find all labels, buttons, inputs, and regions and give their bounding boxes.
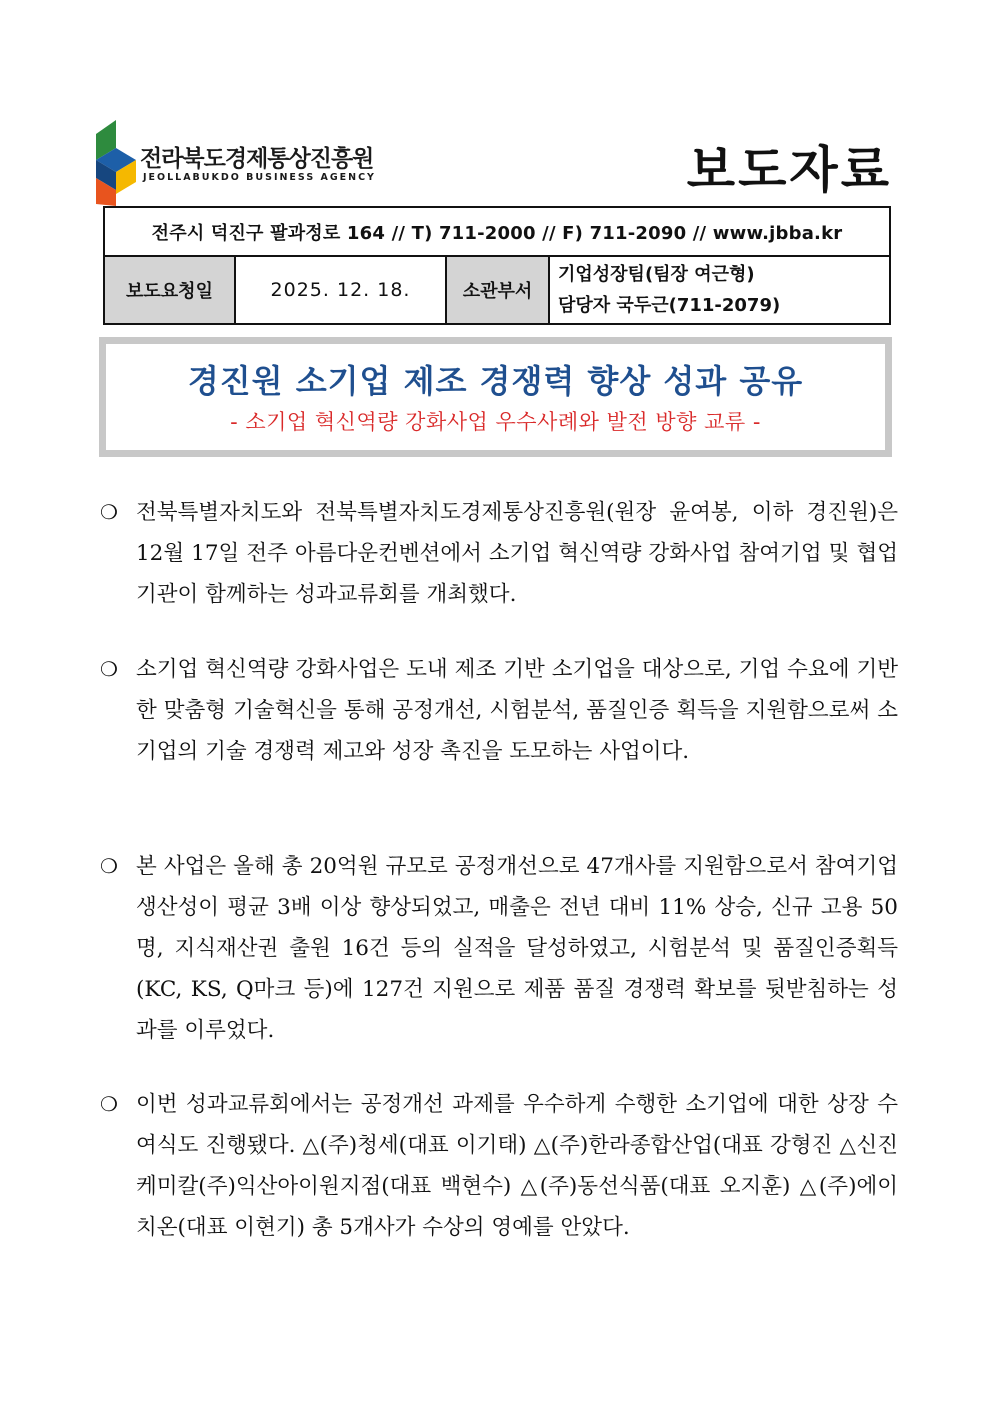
request-date-label: 보도요청일: [104, 256, 235, 324]
org-logo: [94, 120, 384, 206]
department-info: [549, 256, 890, 324]
paragraph-text: 본 사업은 올해 총 20억원 규모로 공정개선으로 47개사를 지원함으로서 참여기업 생산성이 평균 3배 이상 향상되었고, 매출은 전년 대비 11% 상승, 신규 고용 50명, 지식재산권 출원 16건 등의 실적을 달성하였고, 시험분석 및 품질인증획득(KC, KS, Q마크 등)에 127건 지원으로 제품 품질 경쟁력 확보를 뒷받침하는 성과를 이루었다.: [136, 854, 898, 1043]
bullet-circle-icon: ❍: [100, 657, 118, 681]
bullet-circle-icon: ❍: [100, 854, 118, 878]
paragraph-2: [100, 649, 898, 772]
paragraph-text: 전북특별자치도와 전북특별자치도경제통상진흥원(원장 윤여봉, 이하 경진원)은 12월 17일 전주 아름다운컨벤션에서 소기업 혁신역량 강화사업 참여기업 및 협업기관이 함께하는 성과교류회를 개최했다.: [136, 500, 898, 607]
headline-subtitle: - 소기업 혁신역량 강화사업 우수사례와 발전 방향 교류 -: [230, 410, 761, 434]
department-contact: 담당자 국두근(711-2079): [558, 295, 781, 316]
contact-address-line: 전주시 덕진구 팔과정로 164 // T) 711-2000 // F) 711-2090 // www.jbba.kr: [104, 207, 890, 256]
request-date-value: 2025. 12. 18.: [235, 256, 446, 324]
bullet-circle-icon: ❍: [100, 500, 118, 524]
paragraph-text: 소기업 혁신역량 강화사업은 도내 제조 기반 소기업을 대상으로, 기업 수요에 기반한 맞춤형 기술혁신을 통해 공정개선, 시험분석, 품질인증 획득을 지원함으로써 소기업의 기술 경쟁력 제고와 성장 촉진을 도모하는 사업이다.: [136, 657, 898, 764]
org-name-en: JEOLLABUKDO BUSINESS AGENCY: [143, 172, 376, 183]
paragraph-1: [100, 492, 898, 615]
department-team: 기업성장팀(팀장 여근형): [558, 264, 755, 285]
department-label: 소관부서: [446, 256, 549, 324]
bullet-circle-icon: ❍: [100, 1092, 118, 1116]
press-info-table: [103, 206, 891, 325]
headline-title: 경진원 소기업 제조 경쟁력 향상 성과 공유: [187, 362, 804, 400]
org-name-kr: 전라북도경제통상진흥원: [140, 146, 374, 172]
org-logo-icon: [94, 120, 138, 206]
paragraph-text: 이번 성과교류회에서는 공정개선 과제를 우수하게 수행한 소기업에 대한 상장 수여식도 진행됐다. △(주)청세(대표 이기태) △(주)한라종합산업(대표 강형진 △신진케미칼(주)익산아이원지점(대표 백현수) △(주)동선식품(대표 오지훈) △(주)에이치온(대표 이현기) 총 5개사가 수상의 영예를 안았다.: [136, 1092, 898, 1240]
paragraph-4: [100, 1084, 898, 1248]
paragraph-3: [100, 846, 898, 1051]
headline-box: [99, 337, 892, 457]
document-type-title: 보도자료: [686, 141, 892, 199]
